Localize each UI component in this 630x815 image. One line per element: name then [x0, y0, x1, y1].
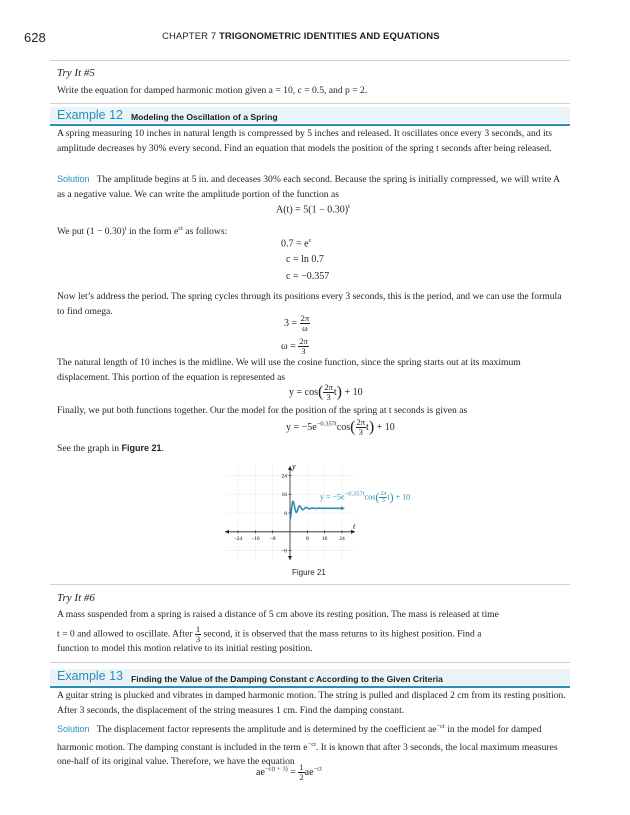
- equation-damping: $ae^{-c(t + 3)}$ = $\frac{1}{2}$ $ae^{-ct}$: [256, 762, 322, 782]
- x-axis-arrow-left: [225, 530, 229, 534]
- y-axis-label: y: [292, 462, 296, 471]
- x-tick-label: −24: [233, 535, 243, 542]
- running-head: [162, 31, 440, 42]
- equation-c1: $0.7 = e^c$: [281, 237, 312, 250]
- solution-text: The amplitude begins at 5 in. and deceases 30% each second. Because the spring is initially compressed, we will write A as a negative value. We can write the amplitude portion of the function as: [57, 174, 560, 200]
- try-it-6-line-3: function to model this motion relative to its initial resting position.: [57, 643, 313, 654]
- example-12-title: Modeling the Oscillation of a Spring: [131, 112, 278, 122]
- try-it-5-text: Write the equation for damped harmonic motion given a = 10, c = 0.5, and p = 2.: [57, 85, 368, 96]
- period-text: Now let’s address the period. The spring cycles through its positions every 3 seconds, this is the period, and we can use the formula to find omega.: [57, 291, 562, 317]
- put-in-form-text: We put $(1 - 0.30)^t$ in the form $e^{ct}$ as follows:: [57, 225, 228, 238]
- x-tick-label: −16: [251, 535, 260, 542]
- x-tick-label: 24: [339, 535, 345, 542]
- example-12-band: [50, 107, 570, 123]
- equation-period: 3 = $\frac{2\pi}{\omega}$: [284, 313, 310, 333]
- ticks: [234, 473, 345, 554]
- divider: [50, 584, 570, 585]
- equation-cosine: y = cos( $\frac{2\pi}{3}$ t) + 10: [289, 382, 363, 402]
- x-tick-label: 16: [321, 535, 328, 542]
- example-12-solution: [57, 172, 567, 202]
- try-it-6-line-2: t = 0 and allowed to oscillate. After $\frac{1}{3}$ second, it is observed that the mass returns to its highest position. Find a: [57, 624, 482, 644]
- divider: [50, 60, 570, 61]
- final-text: Finally, we put both functions together. Our the model for the position of the spring at t seconds is given as: [57, 405, 468, 416]
- y-tick-label: −8: [281, 548, 287, 555]
- equation-c2: c = ln 0.7: [286, 254, 324, 265]
- example-12-label: Example 12: [57, 108, 124, 122]
- x-tick-label: 8: [305, 535, 309, 542]
- chapter-label: CHAPTER 7: [162, 31, 217, 42]
- example-13-title: Finding the Value of the Damping Constant c According to the Given Criteria: [131, 674, 443, 684]
- try-it-5-heading: Try It #5: [57, 67, 95, 79]
- page-number: 628: [24, 30, 46, 45]
- figure-21-graph: [215, 458, 365, 568]
- example-13-problem: A guitar string is plucked and vibrates in damped harmonic motion. The string is pulled and displaced 2 cm from its resting position. After 3 seconds, the displacement of the string measures 1 cm. Find the damping constant.: [57, 690, 566, 716]
- divider: [50, 662, 570, 663]
- divider: [50, 103, 570, 104]
- example-13-label: Example 13: [57, 669, 124, 683]
- solution-label: Solution: [57, 174, 90, 184]
- y-axis-arrow-bottom: [288, 556, 292, 560]
- y-tick-label: 16: [281, 492, 287, 499]
- see-graph-text: See the graph in Figure 21.: [57, 443, 164, 454]
- equation-c3: c = −0.357: [286, 271, 330, 282]
- x-axis-label: t: [353, 521, 356, 531]
- try-it-6-line-1: A mass suspended from a spring is raised a distance of 5 cm above its resting position. The mass is released at time: [57, 609, 499, 620]
- example-12-problem: A spring measuring 10 inches in natural length is compressed by 5 inches and released. It oscillates once every 3 seconds, and its amplitude decreases by 30% every second. Find an equation that models the position of the spring t seconds after being released.: [57, 128, 553, 154]
- curve-annotation: $y = -5e^{-0.357t}\cos$( $\frac{2\pi}{3}$ t) + 10: [320, 490, 411, 504]
- midline-text: The natural length of 10 inches is the midline. We will use the cosine function, since the spring starts out at its maximum displacement. This portion of the equation is represented as: [57, 357, 521, 383]
- equation-omega: ω = $\frac{2\pi}{3}$: [281, 336, 308, 356]
- try-it-6-heading: Try It #6: [57, 592, 95, 604]
- equation-amplitude: $A(t) = 5(1 - 0.30)^t$: [276, 203, 350, 216]
- example-13-solution: Solution The displacement factor represents the amplitude and is determined by the coefficient $ae^{-ct}$ in the model for damped harmonic motion. The damping constant is included in the term $e^{-ct}$. It is known that after 3 seconds, the local maximum measures one-half of its original value. Therefore, we have the equation: [57, 723, 558, 768]
- figure-caption: Figure 21: [292, 568, 326, 577]
- example-12-rule: [50, 124, 570, 126]
- y-tick-label: 8: [284, 511, 287, 517]
- chapter-title: TRIGONOMETRIC IDENTITIES AND EQUATIONS: [218, 31, 440, 42]
- y-tick-label: 24: [281, 473, 287, 480]
- x-tick-label: −8: [269, 535, 276, 542]
- equation-final: $y = -5e^{-0.357t}\cos$( $\frac{2\pi}{3}$ t) + 10: [286, 417, 395, 437]
- example-13-rule: [50, 686, 570, 688]
